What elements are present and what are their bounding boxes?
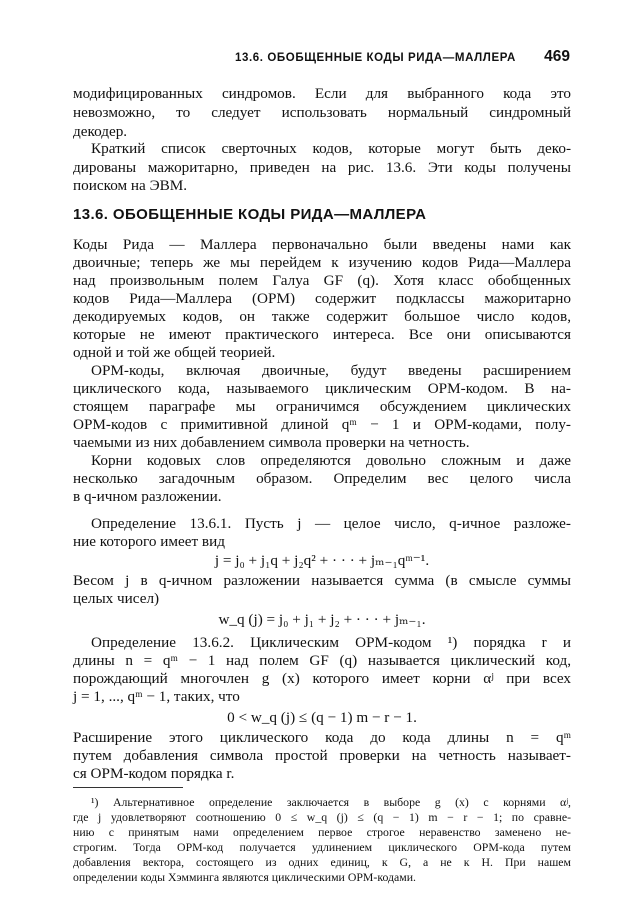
running-head [235,48,570,68]
text-line: циклического кода, называемого циклическим ОРМ-кодом. В на- [73,380,571,397]
text-line: над произвольным полем Галуа GF (q). Хотя класс обобщенных [73,272,571,289]
text-line: поиском на ЭВМ. [73,177,188,194]
text-line: невозможно, то следует использовать нормальный синдромный [73,104,571,121]
running-title: 13.6. ОБОБЩЕННЫЕ КОДЫ РИДА—МАЛЛЕРА [235,52,516,64]
text-line: модифицированных синдромов. Если для выбранного кода это [73,85,571,102]
text-line: двоичные; теперь же мы перейдем к изучению кодов Рида—Маллера [73,254,571,271]
footnote-line: определении коды Хэмминга являются циклическими ОРМ-кодами. [73,870,416,884]
text-line: целых чисел) [73,590,160,607]
formula-inequality: 0 < w_q (j) ≤ (q − 1) m − r − 1. [227,709,417,726]
text-line: Коды Рида — Маллера первоначально были введены нами как [73,236,571,253]
text-line: длины n = qᵐ − 1 над полем GF (q) называется циклический код, [73,652,571,669]
text-line: несколько загадочным образом. Определим вес целого числа [73,470,571,487]
footnote-line: нию с принятым нами определением первое строгое неравенство заменено не- [73,825,571,839]
footnote-line: где j удовлетворяют соотношению 0 ≤ w_q (j) ≤ (q − 1) m − r − 1; по сравне- [73,810,571,824]
footnote-rule [73,787,183,788]
text-line: ОРМ-кодов с примитивной длиной qᵐ − 1 и ОРМ-кодами, полу- [73,416,571,433]
text-line: j = 1, ..., qᵐ − 1, таких, что [73,688,240,705]
text-line: чаемыми из них добавлением символа проверки на четность. [73,434,470,451]
text-line: Расширение этого циклического кода до кода длины n = qᵐ [73,729,571,746]
text-line: в q-ичном разложении. [73,488,222,505]
text-line: ОРМ-коды, включая двоичные, будут введены расширением [91,362,571,379]
text-line: которые не имеют практического интереса. Все они описываются [73,326,571,343]
text-line: стоящем параграфе мы ограничимся обсуждением циклических [73,398,571,415]
section-heading: 13.6. ОБОБЩЕННЫЕ КОДЫ РИДА—МАЛЛЕРА [73,206,427,223]
text-line: Корни кодовых слов определяются довольно сложным и даже [91,452,571,469]
page-number: 469 [544,48,570,65]
formula-weight: w_q (j) = j₀ + j₁ + j₂ + · · · + jₘ₋₁. [218,611,426,628]
text-line: декодируемых кодов, он также содержит большое число кодов, [73,308,571,325]
definition-line: Определение 13.6.1. Пусть j — целое число, q-ичное разложе- [91,515,571,532]
definition-line: Определение 13.6.2. Циклическим ОРМ-кодом ¹) порядка r и [91,634,571,651]
text-line: ние которого имеет вид [73,533,225,550]
text-line: ся ОРМ-кодом порядка r. [73,765,235,782]
text-line: декодер. [73,123,128,140]
footnote-line: строгим. Тогда ОРМ-код получается удлинением циклического ОРМ-кода путем [73,840,571,854]
text-line: порождающий многочлен g (x) которого имеет корни αʲ при всех [73,670,571,687]
footnote-line: ¹) Альтернативное определение заключается в выборе g (x) с корнями αʲ, [91,795,571,809]
footnote-line: добавления вектора, состоящего из одних единиц, к G, а не к H. При нашем [73,855,571,869]
text-line: Весом j в q-ичном разложении называется сумма (в смысле суммы [73,572,571,589]
text-line: путем добавления символа простой проверки на четность называет- [73,747,571,764]
text-line: кодов Рида—Маллера (ОРМ) содержит подклассы мажоритарно [73,290,571,307]
text-line: одной и той же общей теорией. [73,344,276,361]
text-line: Краткий список сверточных кодов, которые могут быть деко- [91,140,571,157]
text-line: дированы мажоритарно, приведен на рис. 13.6. Эти коды получены [73,159,571,176]
formula-expansion: j = j₀ + j₁q + j₂q² + · · · + jₘ₋₁qᵐ⁻¹. [214,552,430,569]
